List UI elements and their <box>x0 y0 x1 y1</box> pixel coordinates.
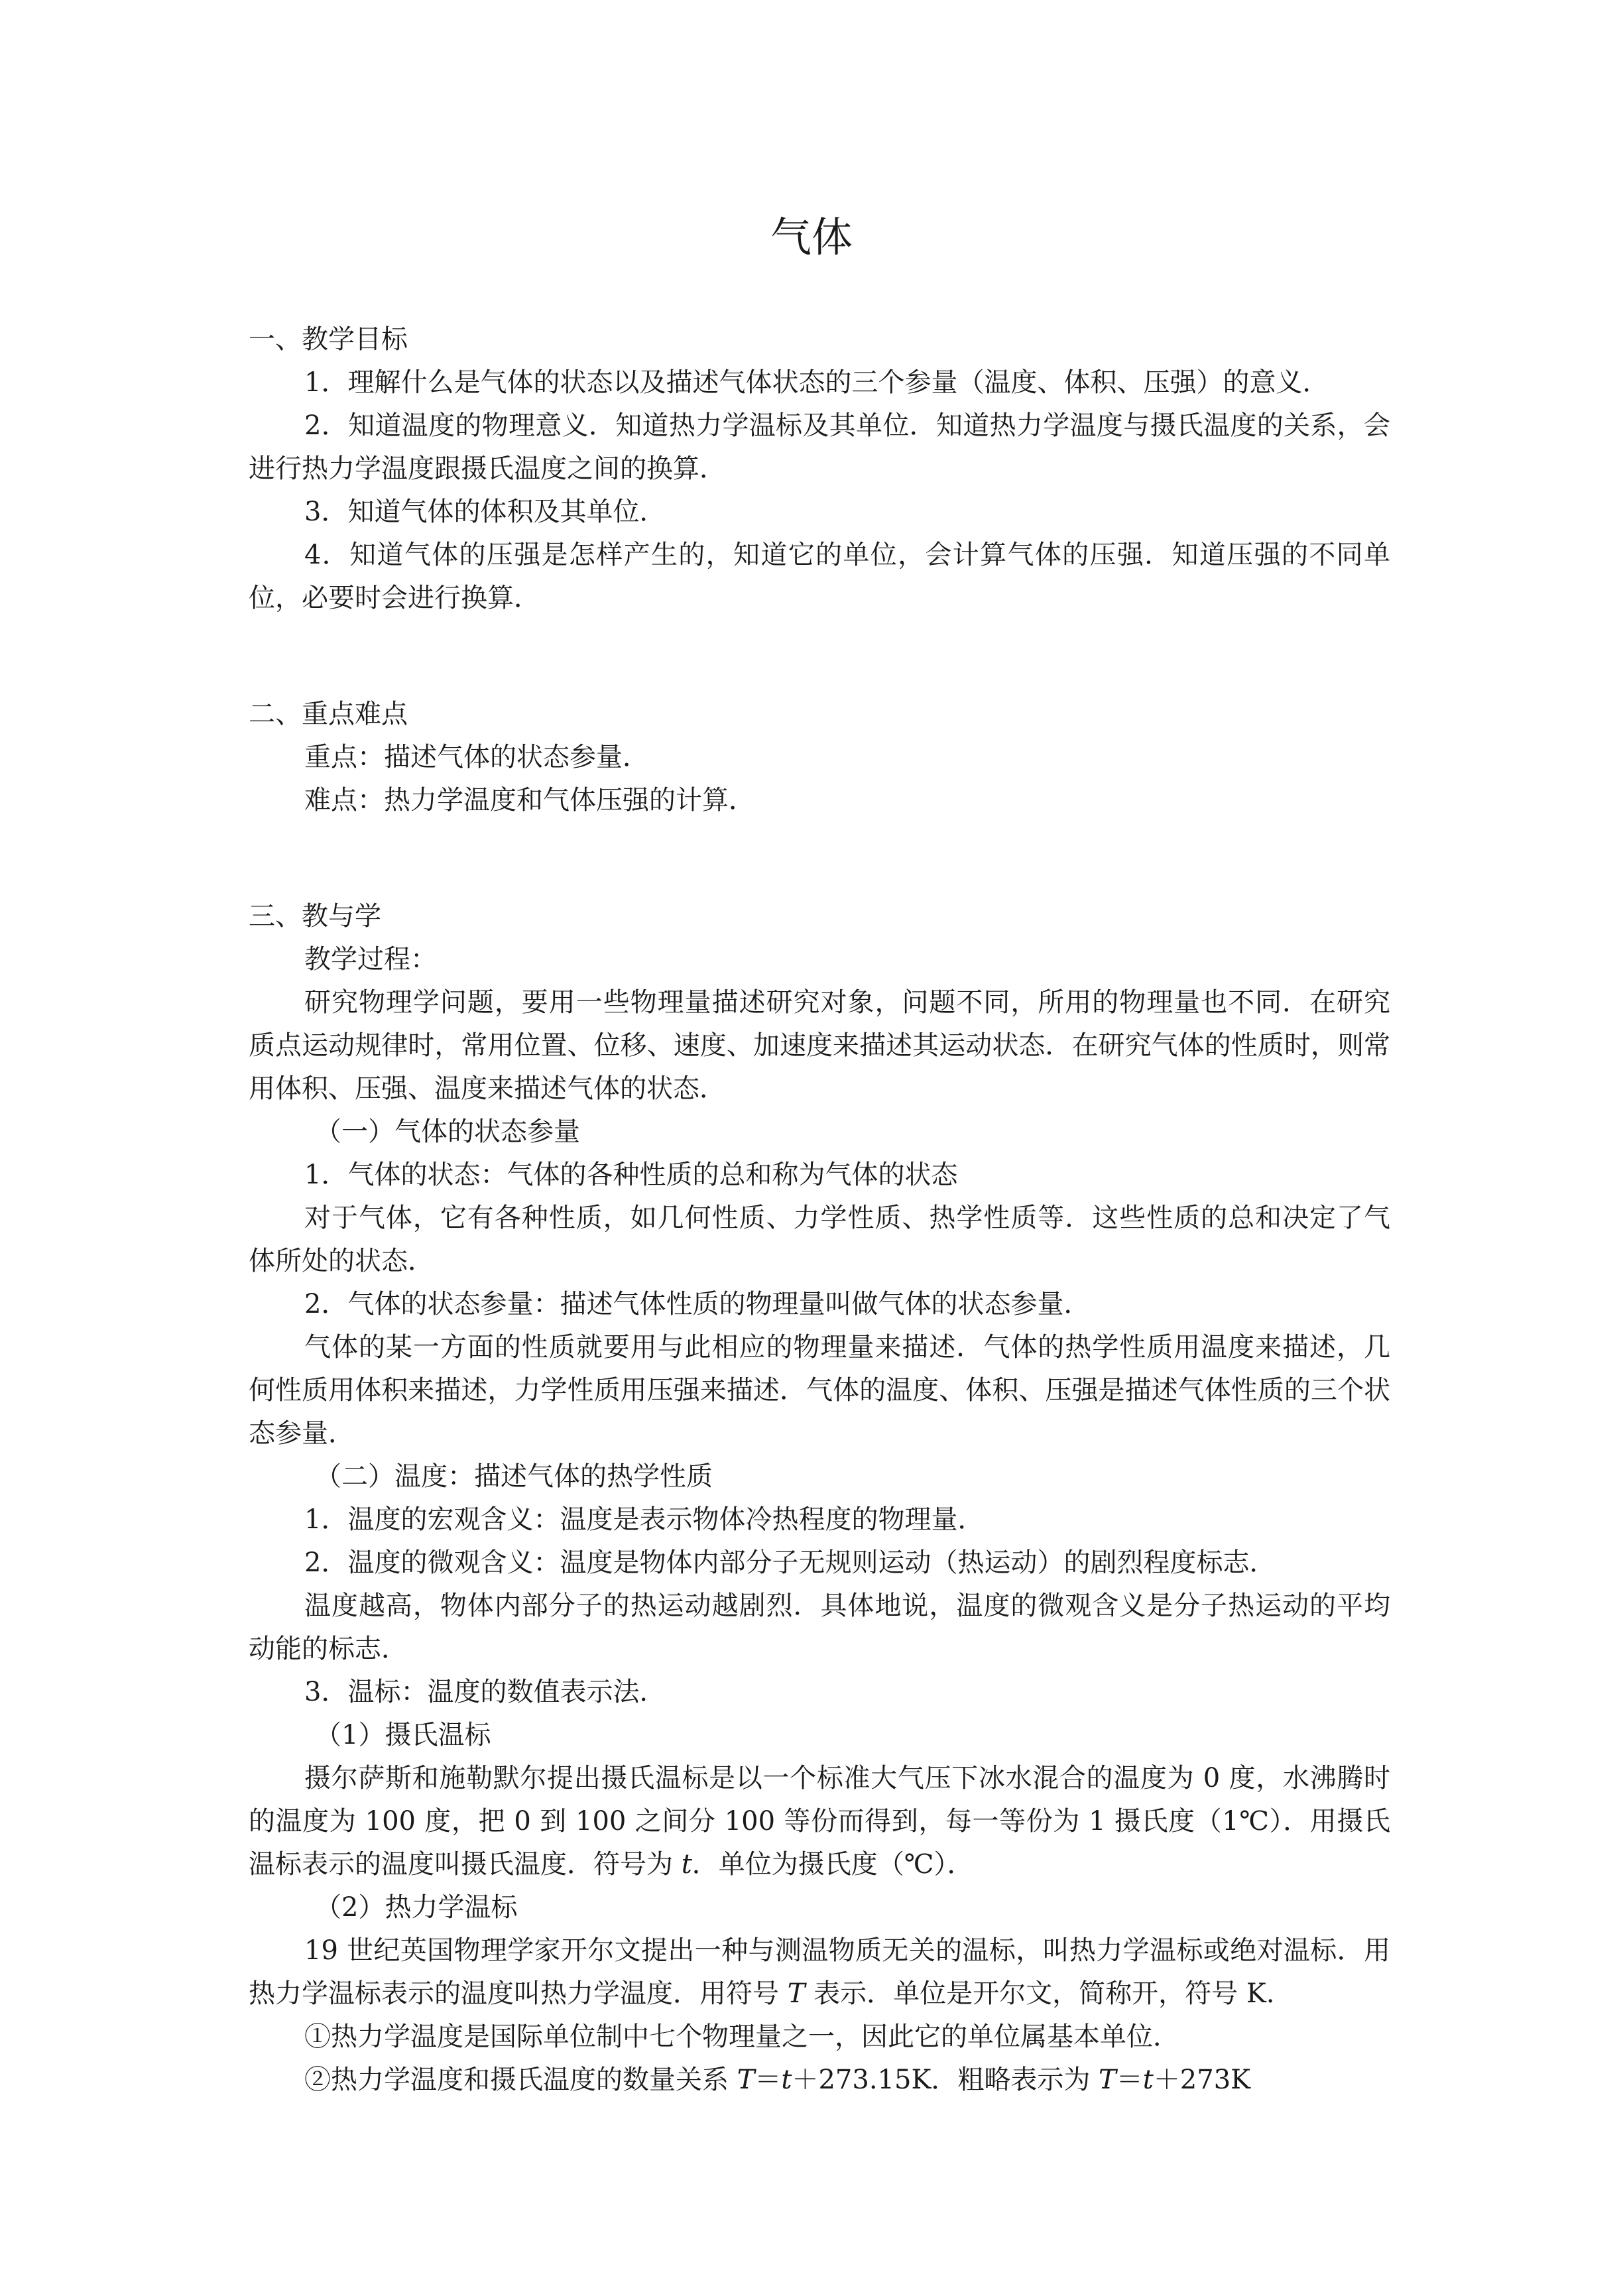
subsection-heading: （1）摄氏温标 <box>315 1720 491 1750</box>
paragraph: 1．气体的状态：气体的各种性质的总和称为气体的状态 <box>304 1160 958 1190</box>
list-item: 2．知道温度的物理意义．知道热力学温标及其单位．知道热力学温度与摄氏温度的关系，会进行热力学温度跟摄氏温度之间的换算． <box>249 410 1390 484</box>
list-item: 重点：描述气体的状态参量． <box>304 742 649 772</box>
paragraph: 温度越高，物体内部分子的热运动越剧烈．具体地说，温度的微观含义是分子热运动的平均动能的标志． <box>249 1591 1390 1664</box>
paragraph <box>249 1757 1390 1886</box>
section-heading: 一、教学目标 <box>249 324 408 355</box>
paragraph: 研究物理学问题，要用一些物理量描述研究对象，问题不同，所用的物理量也不同．在研究质点运动规律时，常用位置、位移、速度、加速度来描述其运动状态．在研究气体的性质时，则常用体积、压强、温度来描述气体的状态． <box>249 987 1390 1104</box>
symbol-t: t <box>1142 2065 1154 2095</box>
text-run: ②热力学温度和摄氏温度的数量关系 <box>304 2065 737 2095</box>
text-run: ＋273.15K．粗略表示为 <box>792 2065 1099 2095</box>
paragraph: 1．温度的宏观含义：温度是表示物体冷热程度的物理量． <box>304 1504 985 1535</box>
text-run: 表示．单位是开尔文，简称开，符号 K. <box>805 1978 1275 2009</box>
section-gap <box>249 822 1390 895</box>
section-heading: 二、重点难点 <box>249 699 408 729</box>
subsection-heading: （二）温度：描述气体的热学性质 <box>315 1461 713 1492</box>
text-run: ．单位为摄氏度（℃）． <box>691 1849 974 1880</box>
paragraph: 2．气体的状态参量：描述气体性质的物理量叫做气体的状态参量． <box>304 1289 1091 1319</box>
symbol-T: T <box>787 1978 806 2009</box>
document-body <box>249 318 1390 2102</box>
symbol-t: t <box>681 1849 692 1880</box>
section-heading: 三、教与学 <box>249 901 381 932</box>
list-item: 4．知道气体的压强是怎样产生的，知道它的单位，会计算气体的压强．知道压强的不同单位，必要时会进行换算． <box>249 540 1390 613</box>
section-gap <box>249 620 1390 693</box>
subsection-heading: （一）气体的状态参量 <box>315 1117 580 1147</box>
list-item: 难点：热力学温度和气体压强的计算． <box>304 785 755 816</box>
paragraph: 2．温度的微观含义：温度是物体内部分子无规则运动（热运动）的剧烈程度标志． <box>304 1547 1276 1578</box>
paragraph: 气体的某一方面的性质就要用与此相应的物理量来描述．气体的热学性质用温度来描述，几何性质用体积来描述，力学性质用压强来描述．气体的温度、体积、压强是描述气体性质的三个状态参量． <box>249 1332 1390 1449</box>
paragraph <box>249 1929 1390 2016</box>
symbol-T: T <box>737 2065 755 2095</box>
paragraph: ①热力学温度是国际单位制中七个物理量之一，因此它的单位属基本单位． <box>304 2022 1179 2052</box>
paragraph: 3．温标：温度的数值表示法． <box>304 1677 666 1707</box>
list-item: 1．理解什么是气体的状态以及描述气体状态的三个参量（温度、体积、压强）的意义． <box>304 367 1329 398</box>
text-run: 19 世纪英国物理学家开尔文提出一种与测温物质无关的温标，叫热力学温标或绝对温标．用热力学温标表示的温度叫热力学温度．用符号 <box>249 1935 1390 2009</box>
page-title: 气体 <box>770 213 853 261</box>
text-run: 摄尔萨斯和施勒默尔提出摄氏温标是以一个标准大气压下冰水混合的温度为 0 度，水沸腾时的温度为 100 度，把 0 到 100 之间分 100 等份而得到，每一等份为 1 摄氏度（1℃）．用摄氏温标表示的温度叫摄氏温度．符号为 <box>249 1763 1390 1880</box>
list-item: 3．知道气体的体积及其单位． <box>304 497 666 527</box>
subsection-heading: （2）热力学温标 <box>315 1892 518 1923</box>
text-run: ＋273K <box>1153 2065 1251 2095</box>
formula-paragraph <box>249 2059 1390 2102</box>
paragraph: 教学过程： <box>304 944 437 975</box>
symbol-T: T <box>1099 2065 1116 2095</box>
symbol-t: t <box>781 2065 792 2095</box>
paragraph: 对于气体，它有各种性质，如几何性质、力学性质、热学性质等．这些性质的总和决定了气体所处的状态． <box>249 1203 1390 1276</box>
text-run: ＝ <box>1116 2065 1143 2095</box>
text-run: ＝ <box>754 2065 782 2095</box>
